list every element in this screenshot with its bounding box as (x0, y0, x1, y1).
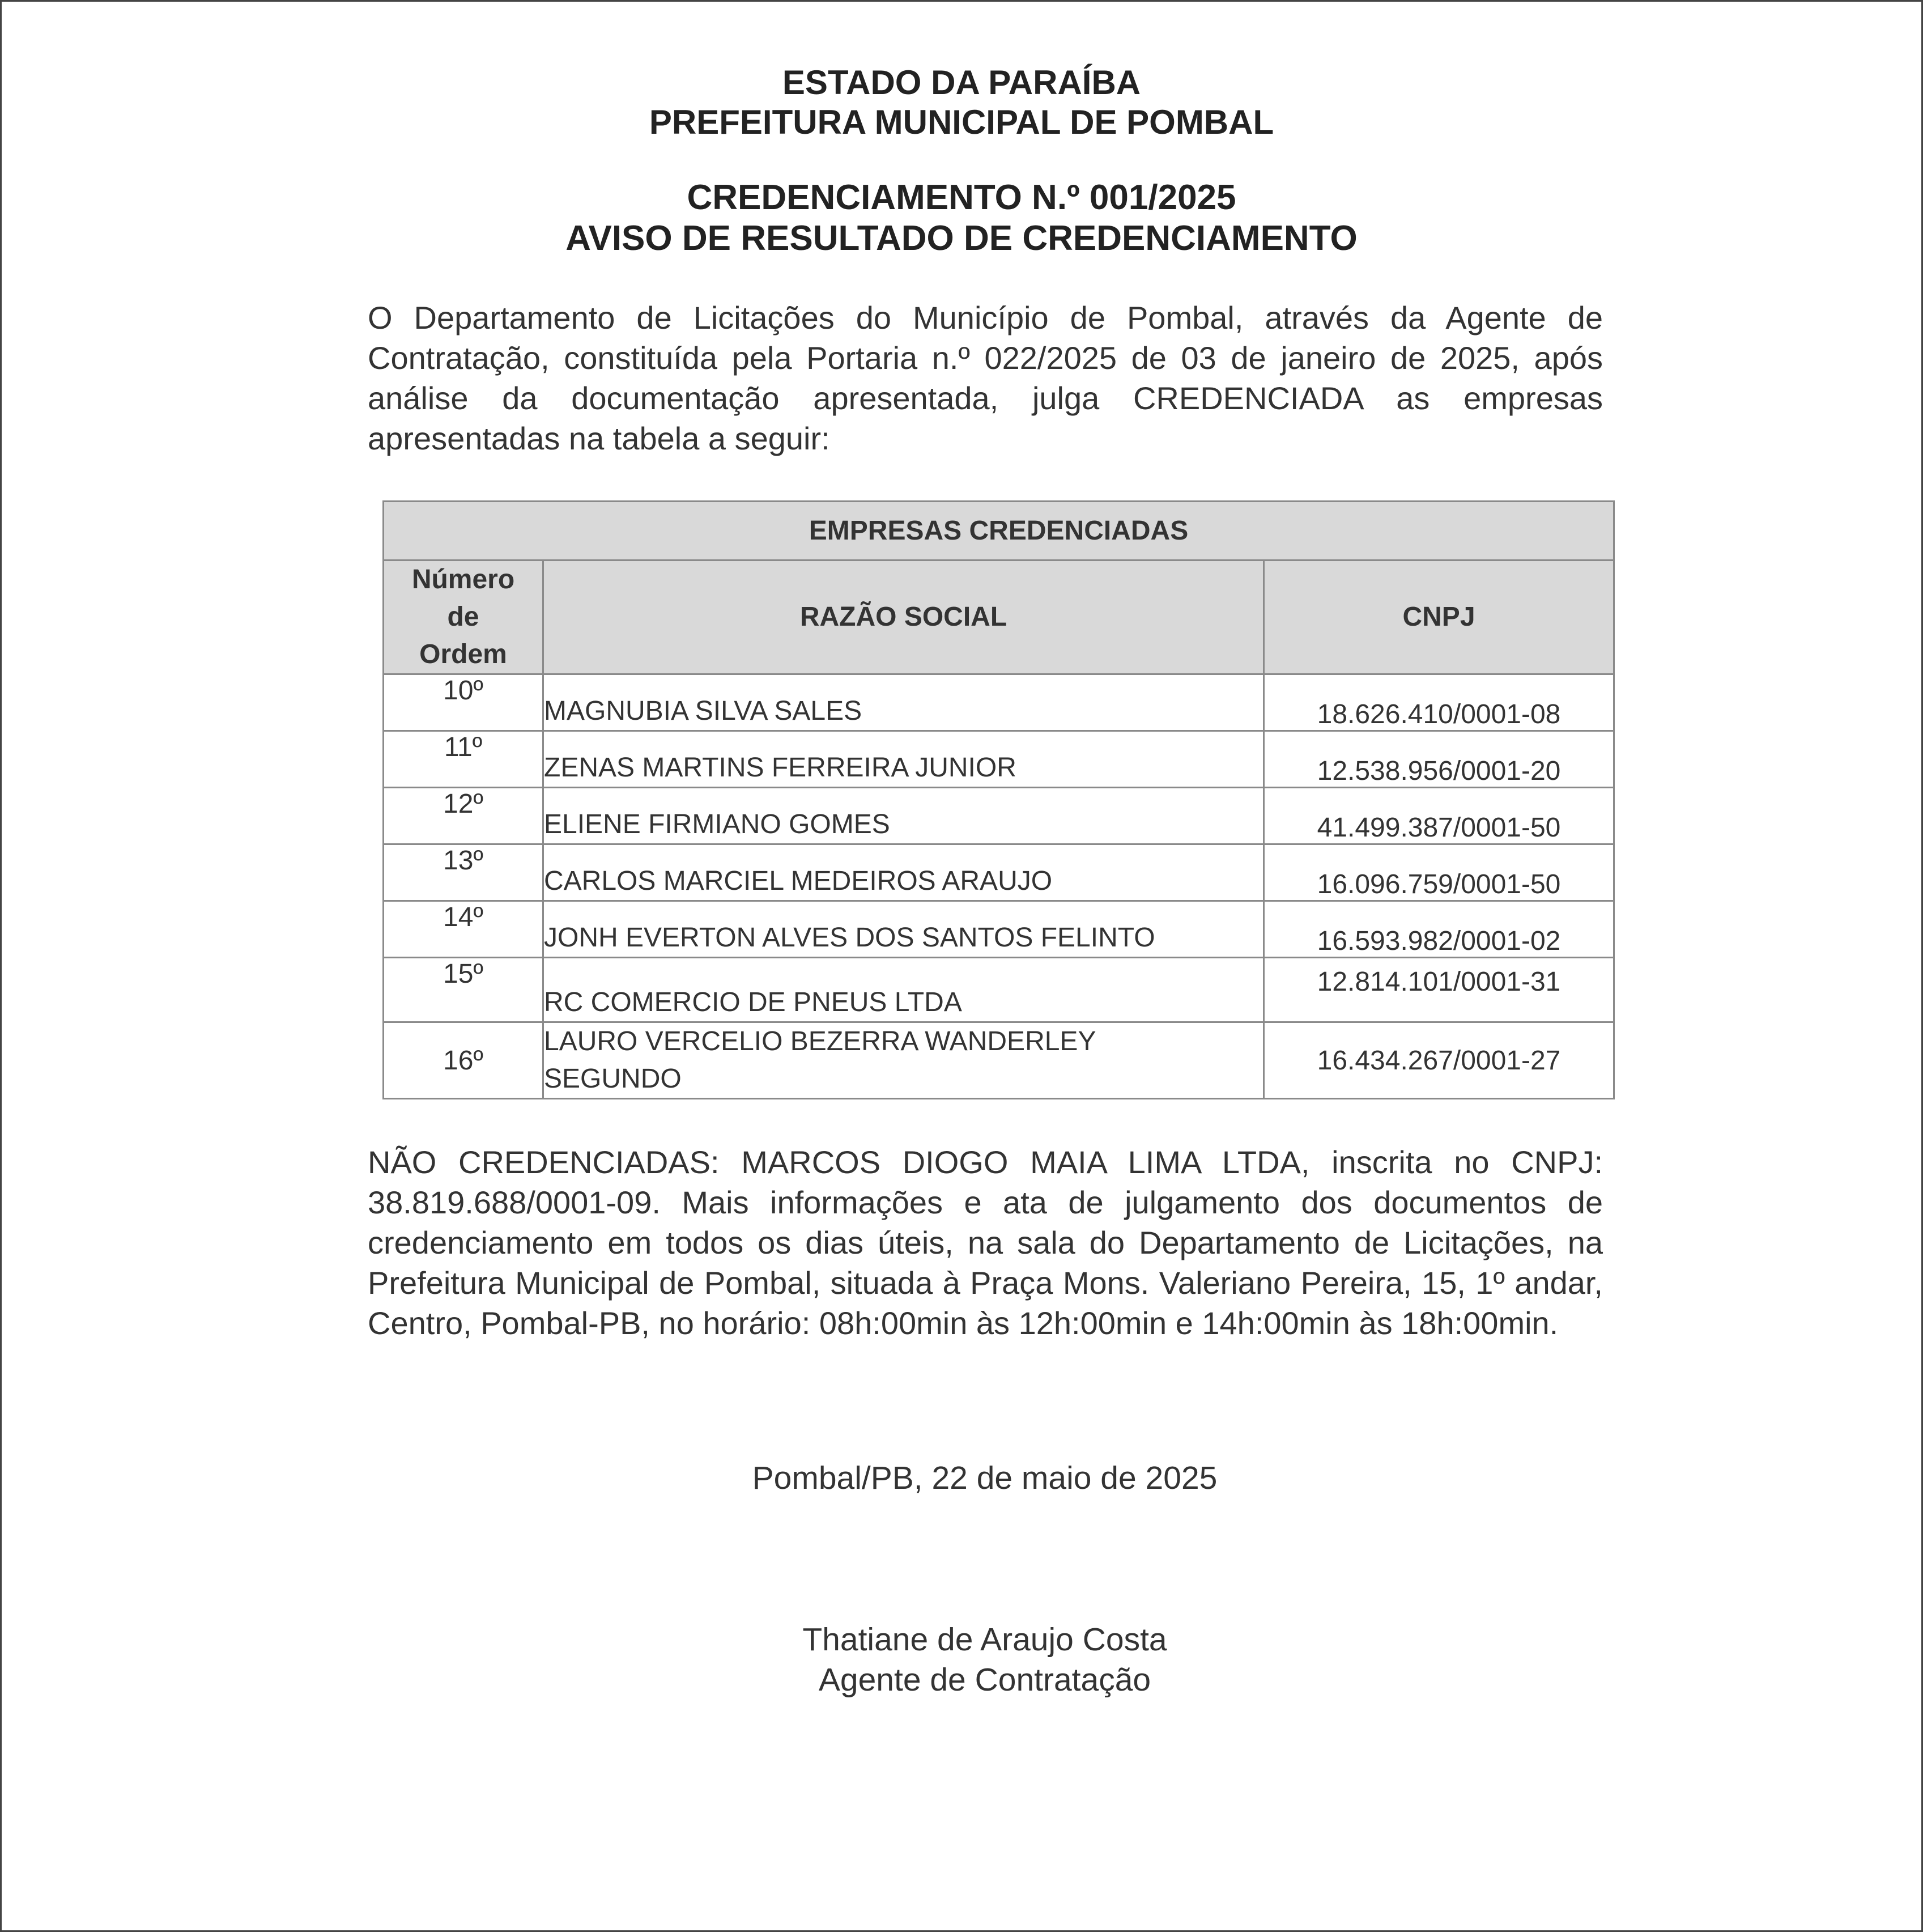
cnpj-cell: 12.814.101/0001-31 (1264, 958, 1614, 1022)
cnpj-cell: 16.593.982/0001-02 (1264, 901, 1614, 958)
company-name-line: LAURO VERCELIO BEZERRA WANDERLEY (544, 1026, 1096, 1056)
table-row (384, 731, 1614, 788)
column-header-company-name: RAZÃO SOCIAL (543, 561, 1264, 674)
order-header-line: Número (411, 564, 515, 595)
state-name: ESTADO DA PARAÍBA (782, 63, 1141, 101)
process-number: CREDENCIAMENTO N.º 001/2025 (687, 178, 1236, 217)
order-cell: 10º (384, 674, 543, 731)
table-caption: EMPRESAS CREDENCIADAS (384, 502, 1614, 561)
document-title (2, 177, 1921, 259)
table-row (384, 674, 1614, 731)
city-hall-name: PREFEITURA MUNICIPAL DE POMBAL (649, 103, 1274, 141)
order-header-line: de (447, 602, 479, 632)
table-row (384, 901, 1614, 958)
order-cell: 15º (384, 958, 543, 1022)
place-and-date: Pombal/PB, 22 de maio de 2025 (752, 1460, 1218, 1496)
order-header-line: Ordem (419, 639, 507, 669)
column-header-cnpj: CNPJ (1264, 561, 1614, 674)
table-row (384, 1022, 1614, 1099)
signature-block (2, 1620, 1923, 1700)
table-row (384, 844, 1614, 901)
company-name-cell: RC COMERCIO DE PNEUS LTDA (543, 958, 1264, 1022)
cnpj-cell: 41.499.387/0001-50 (1264, 788, 1614, 844)
signatory-name: Thatiane de Araujo Costa (802, 1621, 1167, 1658)
intro-paragraph: O Departamento de Licitações do Município de Pombal, através da Agente de Contratação, constituída pela Portaria n.º 022/2025 de 03 de janeiro de 2025, após análise da documentação apresentada, julga CREDENCIADA as empresas apresentadas na tabela a seguir: (368, 300, 1603, 456)
company-name-cell (543, 1022, 1264, 1099)
table-header-row (384, 561, 1614, 674)
accredited-companies-table (382, 500, 1615, 1099)
cnpj-cell: 18.626.410/0001-08 (1264, 674, 1614, 731)
table-row (384, 958, 1614, 1022)
notice-title: AVISO DE RESULTADO DE CREDENCIAMENTO (565, 219, 1358, 258)
cnpj-cell: 16.434.267/0001-27 (1264, 1022, 1614, 1099)
order-cell: 11º (384, 731, 543, 788)
order-cell: 14º (384, 901, 543, 958)
company-name-cell: CARLOS MARCIEL MEDEIROS ARAUJO (543, 844, 1264, 901)
cnpj-cell: 12.538.956/0001-20 (1264, 731, 1614, 788)
company-name-cell: ZENAS MARTINS FERREIRA JUNIOR (543, 731, 1264, 788)
company-name-cell: ELIENE FIRMIANO GOMES (543, 788, 1264, 844)
document-header (2, 63, 1921, 142)
company-name-cell: MAGNUBIA SILVA SALES (543, 674, 1264, 731)
signatory-role: Agente de Contratação (818, 1662, 1151, 1698)
order-cell: 13º (384, 844, 543, 901)
cnpj-cell: 16.096.759/0001-50 (1264, 844, 1614, 901)
company-name-cell: JONH EVERTON ALVES DOS SANTOS FELINTO (543, 901, 1264, 958)
order-cell: 16º (384, 1022, 543, 1099)
column-header-order (384, 561, 543, 674)
order-cell: 12º (384, 788, 543, 844)
not-accredited-paragraph: NÃO CREDENCIADAS: MARCOS DIOGO MAIA LIMA LTDA, inscrita no CNPJ: 38.819.688/0001-09. Mais informações e ata de julgamento dos documentos de credenciamento em todos os dias úteis, na sala do Departamento de Licitações, na Prefeitura Municipal de Pombal, situada à Praça Mons. Valeriano Pereira, 15, 1º andar, Centro, Pombal-PB, no horário: 08h:00min às 12h:00min e 14h:00min às 18h:00min. (368, 1144, 1603, 1341)
table-caption-row (384, 502, 1614, 561)
company-name-line: SEGUNDO (544, 1064, 682, 1094)
table-row (384, 788, 1614, 844)
